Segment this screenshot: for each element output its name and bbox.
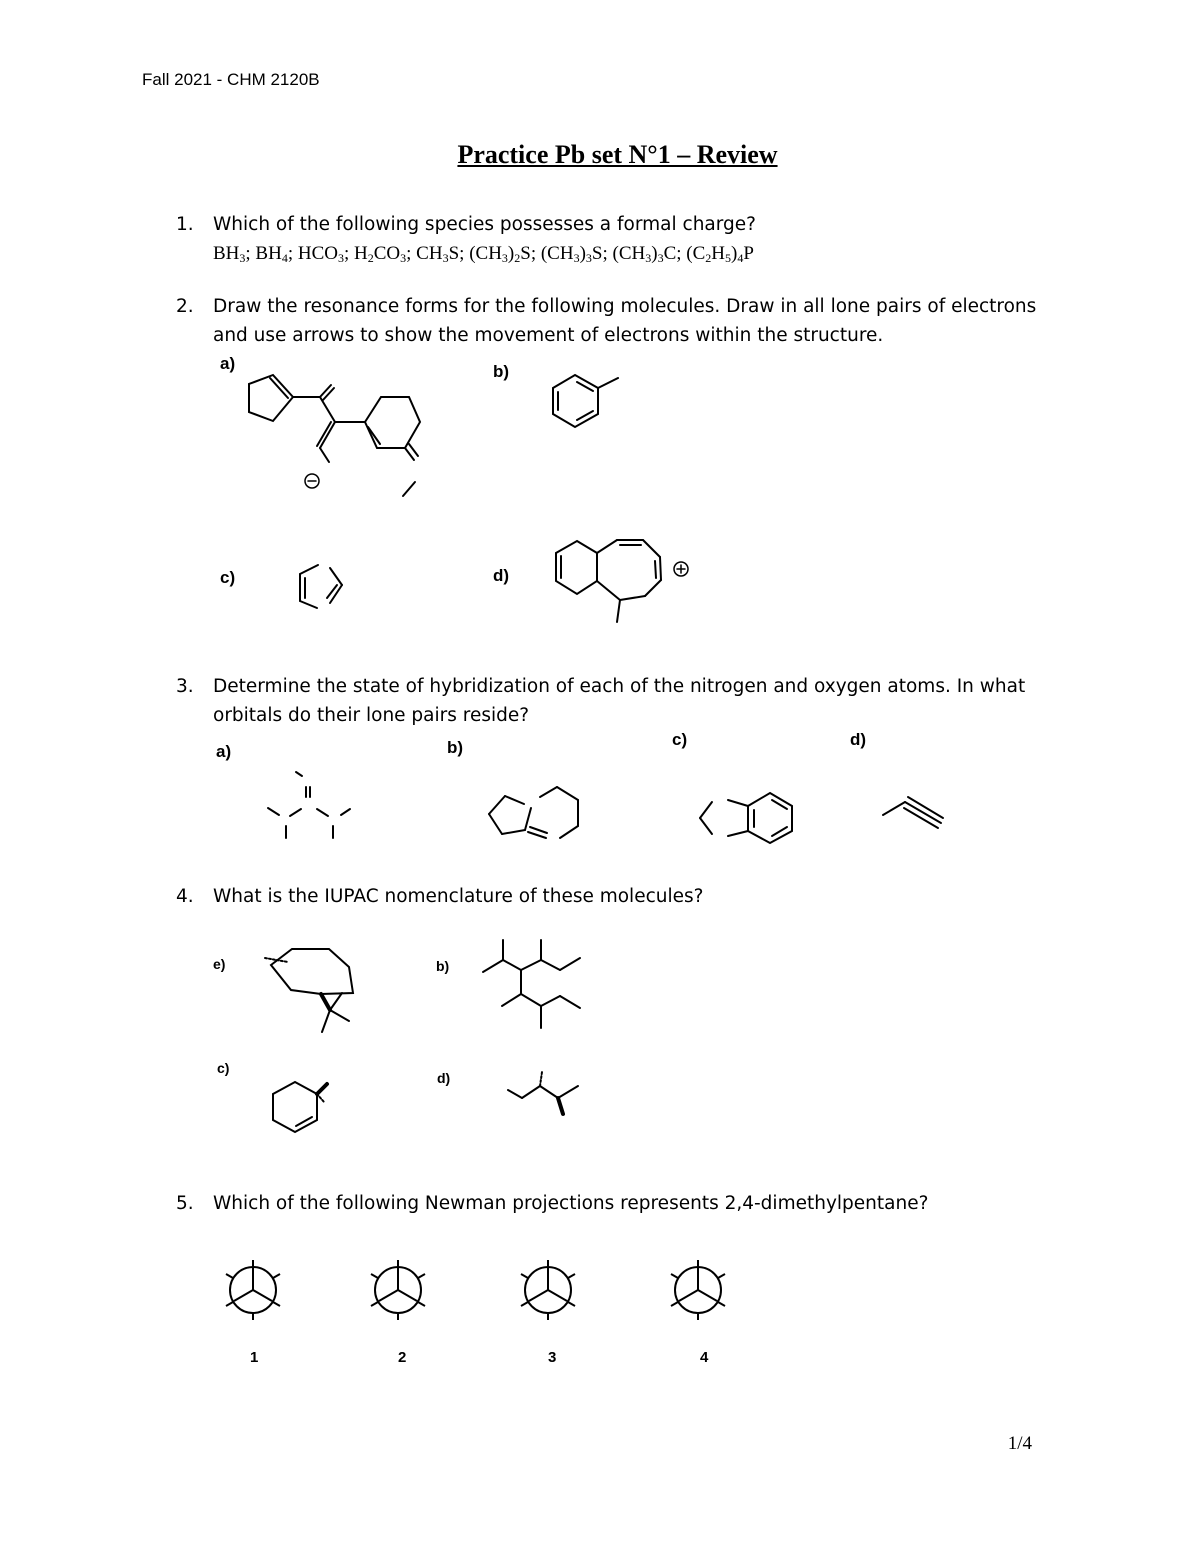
- q3-line1: Determine the state of hybridization of each of the nitrogen and oxygen atoms. In what: [213, 676, 1026, 697]
- q3-number: 3.: [176, 676, 194, 697]
- formula-subscript: 3: [585, 251, 592, 265]
- molecule-2b: [553, 375, 618, 427]
- formula-text: CO: [373, 243, 401, 264]
- q1-text: Which of the following species possesses a formal charge?: [213, 214, 756, 235]
- course-header: Fall 2021 - CHM 2120B: [142, 70, 320, 89]
- q2-line1: Draw the resonance forms for the following molecules. Draw in all lone pairs of electrons: [213, 296, 1037, 317]
- formula-text: ; HCO: [287, 243, 338, 264]
- formula-text: ; BH: [245, 243, 282, 264]
- page-title: Practice Pb set N°1 – Review: [457, 140, 778, 169]
- formula-subscript: 4: [737, 251, 744, 265]
- molecule-3a: [268, 772, 350, 838]
- formula-subscript: 3: [442, 251, 449, 265]
- formula-subscript: 3: [573, 251, 580, 265]
- q2-line2: and use arrows to show the movement of electrons within the structure.: [213, 325, 884, 346]
- q5-number: 5.: [176, 1193, 194, 1214]
- formula-subscript: 3: [501, 251, 508, 265]
- formula-subscript: 2: [514, 251, 521, 265]
- formula-subscript: 3: [657, 251, 664, 265]
- newman-number-4: 4: [700, 1349, 709, 1366]
- formula-subscript: 2: [705, 251, 712, 265]
- page-number: 1/4: [1007, 1433, 1032, 1454]
- formula-text: ): [579, 243, 586, 264]
- formula-text: ): [507, 243, 515, 264]
- formula-text: BH: [213, 243, 240, 264]
- q2-label-b: b): [493, 362, 510, 381]
- formula-text: S; (CH: [591, 243, 646, 264]
- molecule-3b: [489, 787, 578, 838]
- molecule-3d: [883, 797, 943, 828]
- molecule-4b: [483, 940, 580, 1028]
- molecule-2c: [300, 565, 342, 608]
- newman-projection-2: [371, 1260, 425, 1320]
- formula-subscript: 5: [725, 251, 731, 265]
- formula-text: ; CH: [406, 243, 443, 264]
- formula-subscript: 3: [400, 251, 407, 265]
- molecule-4d: [508, 1072, 578, 1114]
- q4-label-e: e): [213, 956, 226, 972]
- newman-projection-1: [226, 1260, 280, 1320]
- formula-text: ; H: [344, 243, 368, 264]
- molecule-4c: [273, 1082, 327, 1132]
- molecule-3c: [700, 793, 792, 843]
- q2-number: 2.: [176, 296, 194, 317]
- q3-label-d: d): [850, 730, 867, 749]
- newman-number-1: 1: [250, 1349, 259, 1366]
- newman-number-3: 3: [548, 1349, 557, 1366]
- q4-label-c: c): [217, 1060, 230, 1076]
- newman-projection-4: [671, 1260, 725, 1320]
- formula-subscript: 3: [645, 251, 652, 265]
- molecule-4e: [265, 949, 353, 1032]
- formula-text: ): [651, 243, 658, 264]
- formula-text: S; (CH: [448, 243, 502, 264]
- q4-label-d: d): [437, 1070, 451, 1086]
- formula-text: H: [711, 243, 725, 264]
- newman-projection-3: [521, 1260, 575, 1320]
- q3-label-a: a): [216, 742, 232, 761]
- formula-text: S; (CH: [520, 243, 574, 264]
- formula-subscript: 3: [239, 251, 246, 265]
- q4-label-b: b): [436, 958, 450, 974]
- q2-label-c: c): [220, 568, 236, 587]
- q3-label-b: b): [447, 738, 464, 757]
- q5-text: Which of the following Newman projections represents 2,4-dimethylpentane?: [213, 1193, 929, 1214]
- formula-subscript: 4: [281, 251, 288, 265]
- q1-number: 1.: [176, 214, 194, 235]
- formula-subscript: 2: [367, 251, 374, 265]
- q3-line2: orbitals do their lone pairs reside?: [213, 705, 530, 726]
- molecule-2a: [249, 375, 420, 496]
- q4-number: 4.: [176, 886, 194, 907]
- q3-label-c: c): [672, 730, 688, 749]
- formula-text: P: [743, 243, 754, 264]
- formula-text: C; (C: [663, 243, 706, 264]
- q2-label-d: d): [493, 566, 510, 585]
- molecule-2d: [556, 540, 688, 622]
- formula-text: ): [731, 243, 738, 264]
- q2-label-a: a): [220, 354, 236, 373]
- q4-text: What is the IUPAC nomenclature of these molecules?: [213, 886, 704, 907]
- newman-number-2: 2: [398, 1349, 407, 1366]
- formula-subscript: 3: [338, 251, 344, 265]
